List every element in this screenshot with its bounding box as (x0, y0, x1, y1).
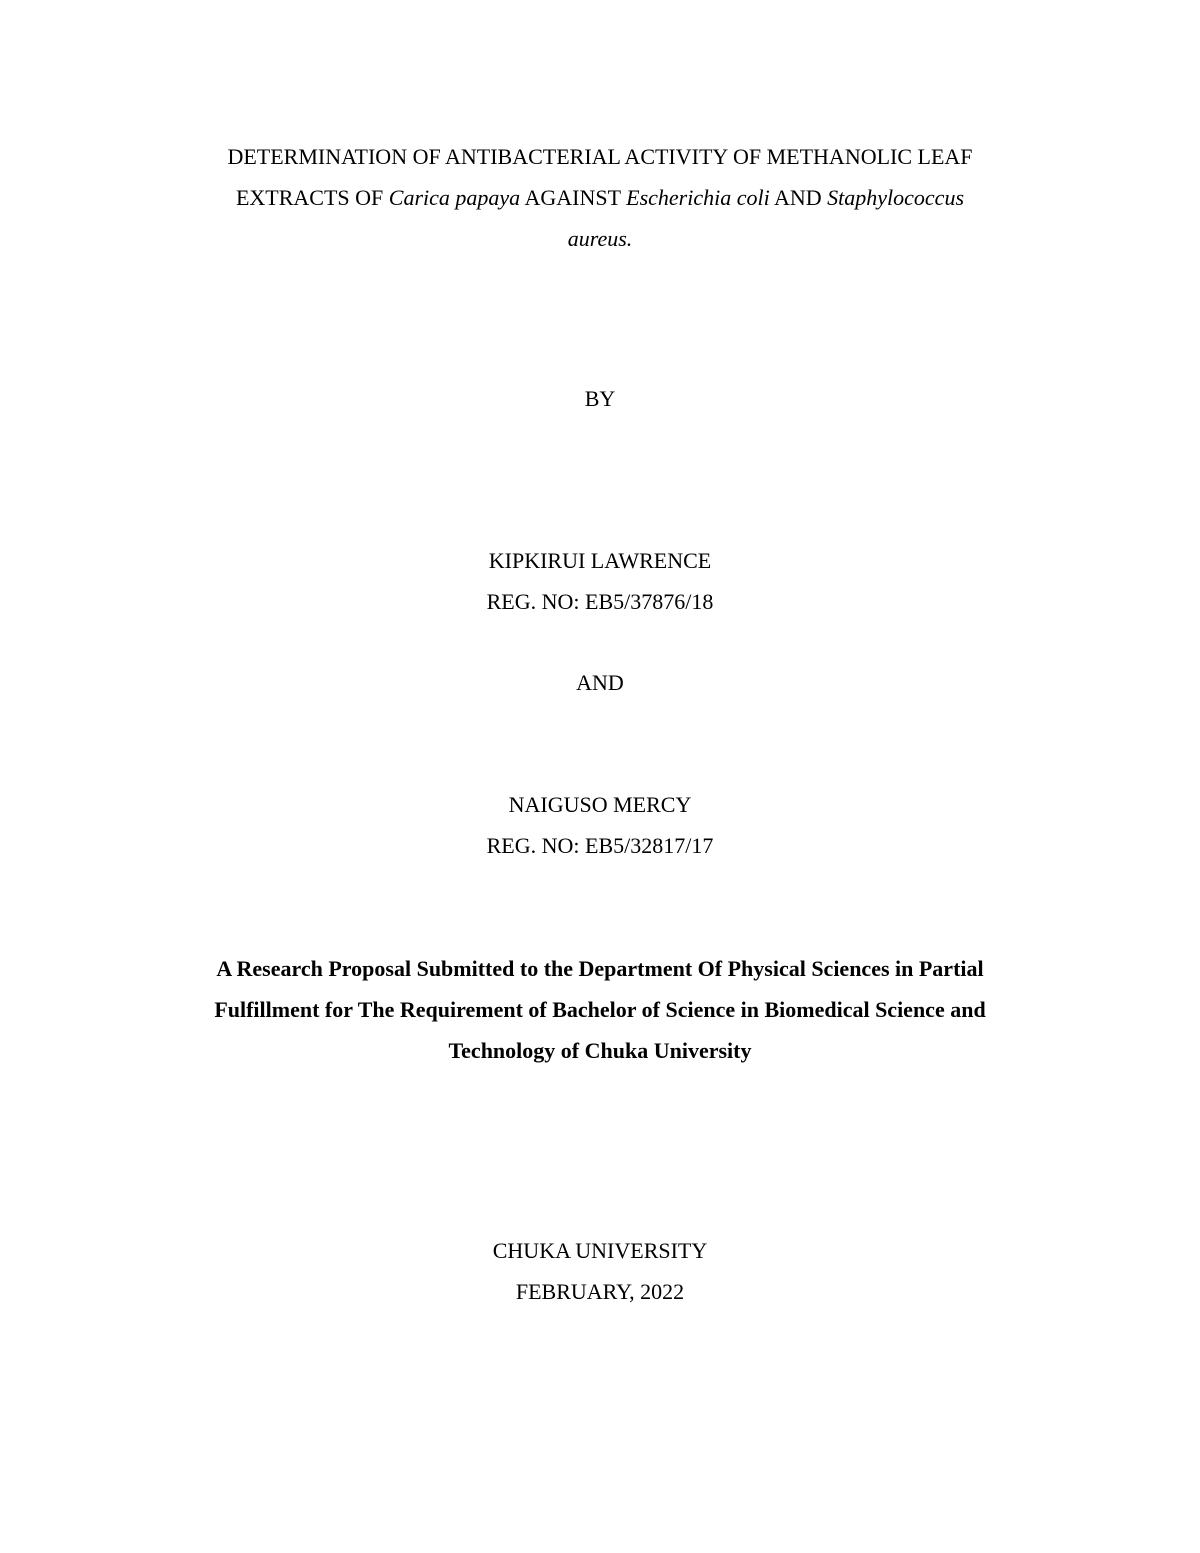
submission-statement (0, 948, 1200, 1071)
institution-name: CHUKA UNIVERSITY (492, 1238, 708, 1263)
species-name: Staphylococcus (827, 185, 965, 210)
author-2-reg: REG. NO: EB5/32817/17 (486, 833, 714, 858)
title-line-3: aureus. (567, 226, 633, 251)
species-name: Carica papaya (388, 185, 521, 210)
title-line-2 (0, 177, 1200, 218)
submission-date: FEBRUARY, 2022 (515, 1279, 685, 1304)
species-name: Escherichia coli (626, 185, 770, 210)
title-line-1: DETERMINATION OF ANTIBACTERIAL ACTIVITY OF METHANOLIC LEAF (227, 144, 973, 169)
statement-line-1: A Research Proposal Submitted to the Department Of Physical Sciences in Partial (216, 956, 984, 981)
author-1 (0, 540, 1200, 622)
statement-line-3: Technology of Chuka University (448, 1038, 752, 1063)
author-2 (0, 784, 1200, 866)
title-text: AGAINST (520, 185, 627, 210)
author-2-name: NAIGUSO MERCY (508, 792, 692, 817)
by-text: BY (584, 386, 616, 411)
title-text: EXTRACTS OF (235, 185, 389, 210)
and-label (0, 662, 1200, 703)
author-1-reg: REG. NO: EB5/37876/18 (486, 589, 714, 614)
document-footer (0, 1230, 1200, 1312)
statement-line-2: Fulfillment for The Requirement of Bachelor of Science in Biomedical Science and (214, 997, 986, 1022)
and-text: AND (576, 670, 624, 695)
document-title (0, 136, 1200, 259)
by-label (0, 378, 1200, 419)
author-1-name: KIPKIRUI LAWRENCE (488, 548, 712, 573)
title-text: AND (769, 185, 828, 210)
